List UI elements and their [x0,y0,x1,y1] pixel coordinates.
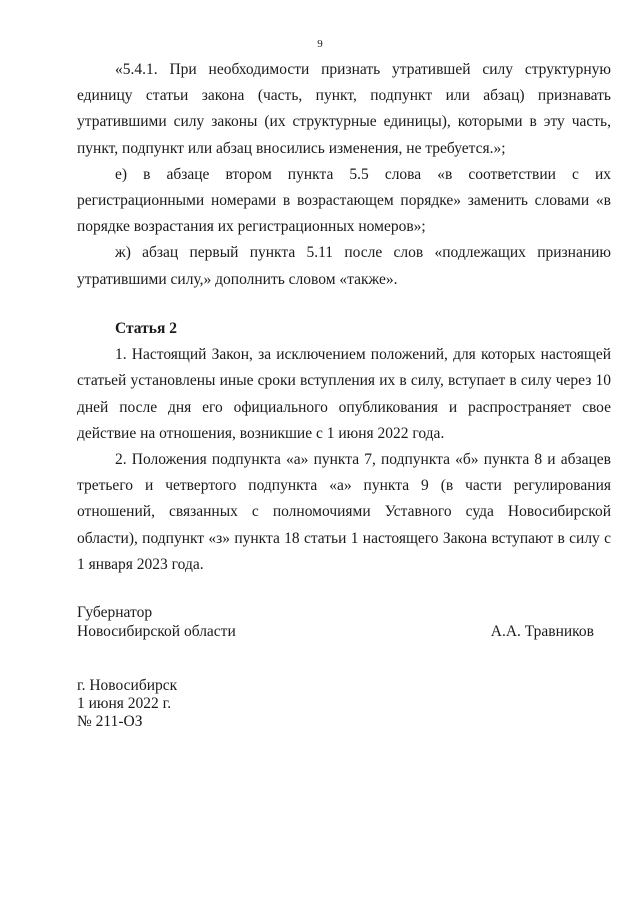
amendments-text [77,57,611,293]
signatory-title-line1: Губернатор [77,604,153,621]
article-paragraph-1: 1. Настоящий Закон, за исключением положений, для которых настоящей статьей установлены иные сроки вступления их в силу, вступает в силу через 10 дней после дня его официального опубликования и распространяет свое действие на отношения, возникшие с 1 июня 2022 года. [77,346,611,442]
city: г. Новосибирск [77,677,178,694]
signatory-title-line2: Новосибирской области [77,623,236,640]
paragraph-5-4-1: «5.4.1. При необходимости признать утратившей силу структурную единицу статьи закона (часть, пункт, подпункт или абзац) признавать утратившими силу законы (их структурные единицы), которыми в эту часть, пункт, подпункт или абзац вносились изменения, не требуется.»; [77,61,611,157]
place-date-block [77,677,177,731]
date: 1 июня 2022 г. [77,695,172,712]
page-number: 9 [317,38,323,50]
paragraph-zh: ж) абзац первый пункта 5.11 после слов «подлежащих признанию утратившими силу,» дополнить словом «также». [77,244,611,288]
signatory-name: А.А. Травников [490,623,594,640]
article-heading: Статья 2 [115,320,177,337]
article-paragraph-2: 2. Положения подпункта «а» пункта 7, подпункта «б» пункта 8 и абзацев третьего и четвертого подпункта «а» пункта 9 (в части регулирования отношений, связанных с полномочиями Уставного суда Новосибирской области), подпункт «з» пункта 18 статьи 1 настоящего Закона вступают в силу с 1 января 2023 года. [77,451,611,573]
article-2-section [77,316,611,578]
law-number: № 211-ОЗ [77,713,143,730]
paragraph-e: е) в абзаце втором пункта 5.5 слова «в соответствии с их регистрационными номерами в возрастающем порядке» заменить словами «в порядке возрастания их регистрационных номеров»; [77,165,611,236]
signature-block [77,603,611,641]
